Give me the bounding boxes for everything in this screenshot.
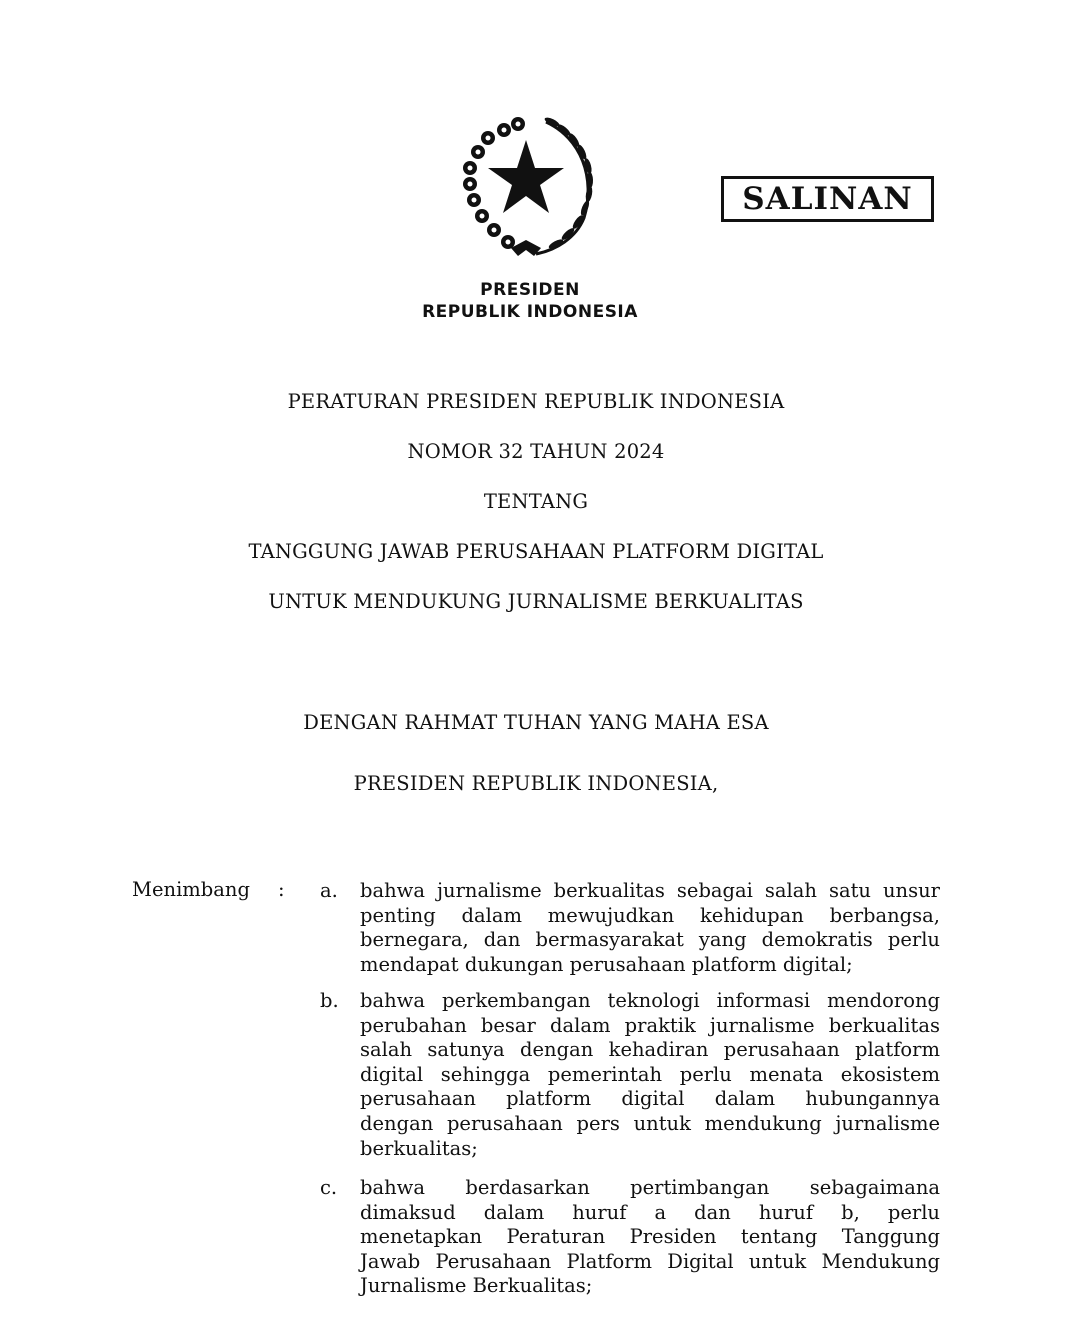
consideration-line: perusahaan platform digital dalam hubungannya <box>360 1087 940 1111</box>
regulation-title: PERATURAN PRESIDEN REPUBLIK INDONESIA <box>287 390 785 413</box>
consideration-line: dimaksud dalam huruf a dan huruf b, perlu <box>360 1200 940 1224</box>
consideration-text-c <box>360 1176 940 1299</box>
salinan-stamp: SALINAN <box>721 176 934 222</box>
rice-branch-icon <box>536 122 588 254</box>
preamble-invocation: DENGAN RAHMAT TUHAN YANG MAHA ESA <box>303 711 769 734</box>
consideration-line: salah satunya dengan kehadiran perusahaan platform <box>360 1038 940 1062</box>
consideration-text-b <box>360 989 940 1161</box>
consideration-line: bahwa jurnalisme berkualitas sebagai salah satu unsur <box>360 879 940 902</box>
consideration-line: bahwa berdasarkan pertimbangan sebagaimana <box>360 1176 940 1199</box>
considerations-colon: : <box>278 878 285 901</box>
consideration-marker-a: a. <box>320 879 338 902</box>
considerations-label: Menimbang <box>132 878 250 901</box>
consideration-line: menetapkan Peraturan Presiden tentang Tanggung <box>360 1225 940 1249</box>
consideration-line: berkualitas; <box>360 1136 478 1160</box>
consideration-line: penting dalam mewujudkan kehidupan berbangsa, <box>360 903 940 927</box>
office-subtitle: REPUBLIK INDONESIA <box>422 302 638 322</box>
regulation-tentang: TENTANG <box>483 490 589 513</box>
consideration-line: bahwa perkembangan teknologi informasi mendorong <box>360 989 940 1012</box>
regulation-subject-line-1: TANGGUNG JAWAB PERUSAHAAN PLATFORM DIGITAL <box>248 540 824 563</box>
consideration-text-a <box>360 879 940 977</box>
regulation-number: NOMOR 32 TAHUN 2024 <box>407 440 665 463</box>
consideration-marker-b: b. <box>320 989 339 1012</box>
consideration-line: digital sehingga pemerintah perlu menata ekosistem <box>360 1062 940 1086</box>
presidential-emblem <box>456 108 606 260</box>
star-icon <box>488 140 564 213</box>
consideration-line: bernegara, dan bermasyarakat yang demokratis perlu <box>360 928 940 952</box>
consideration-line: mendapat dukungan perusahaan platform digital; <box>360 952 853 976</box>
regulation-subject-line-2: UNTUK MENDUKUNG JURNALISME BERKUALITAS <box>268 590 804 613</box>
preamble-president: PRESIDEN REPUBLIK INDONESIA, <box>353 772 719 795</box>
office-title: PRESIDEN <box>480 280 580 300</box>
consideration-line: perubahan besar dalam praktik jurnalisme berkualitas <box>360 1013 940 1037</box>
consideration-marker-c: c. <box>320 1176 338 1199</box>
consideration-line: dengan perusahaan pers untuk mendukung jurnalisme <box>360 1111 940 1135</box>
consideration-line: Jawab Perusahaan Platform Digital untuk Mendukung <box>360 1249 940 1273</box>
consideration-line: Jurnalisme Berkualitas; <box>360 1274 593 1298</box>
